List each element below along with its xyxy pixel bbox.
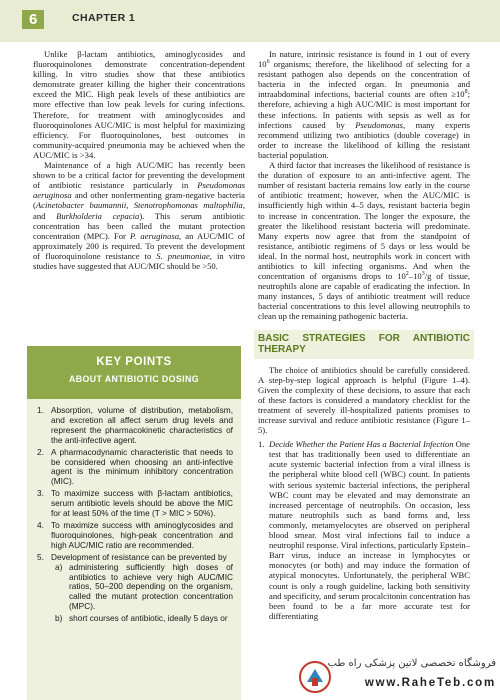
key-points-header [27, 346, 241, 399]
paragraph: In nature, intrinsic resistance is found in 1 out of every $10^6$ organisms; therefore, the likelihood of selecting for a resistant pathogen also depends on the concentration of bacteria in the infected organ. In pneumonia and intraabdominal infections, bacterial counts are often $\ge 10^8$; therefore, achieving a high AUC/MIC is most important for these infections. In patients with sepsis as well as for infections caused by Pseudomonas, many experts recommend utilizing two antibiotics (double coverage) in order to increase the likelihood of killing the resistant bacterial population. [258, 49, 471, 160]
key-points-title: KEY POINTS [96, 356, 172, 368]
page-header [0, 0, 500, 42]
list-item: 1. Absorption, volume of distribution, metabolism, and excretion all affect serum drug levels and represent the pharmacokinetic characteristics of the anti-infective agent. [37, 405, 233, 445]
key-points-subtitle: ABOUT ANTIBIOTIC DOSING [68, 374, 200, 384]
paragraph: The choice of antibiotics should be carefully considered. A step-by-step logical approach is helpful (Figure 1–4). Given the complexity of these decisions, to assure that each of these factors is considered a mandatory checklist for the treatment of severely ill-hospitalized patients promises to increase survival and reduce antibiotic resistance (Figure 1–5). [258, 364, 470, 436]
key-points-box [27, 346, 241, 700]
page-number: 6 [22, 10, 44, 29]
list-item: b) short courses of antibiotic, ideally 5 days or [55, 613, 228, 624]
list-item: 3. To maximize success with β-lactam antibiotics, serum antibiotic levels should be above the MIC for at least 50% of the time (T > MIC > 50%). [37, 488, 233, 519]
section-heading: BASIC STRATEGIES FOR ANTIBIOTIC THERAPY [254, 330, 474, 359]
watermark-persian-text: فروشگاه تخصصی لاتین پزشکی راه طب [327, 658, 496, 669]
watermark [296, 655, 500, 700]
paragraph: Maintenance of a high AUC/MIC has recently been shown to be a critical factor for preventing the development of antibiotic resistance particularly in Pseudomonas aeruginosa and other nonfermenting gram-negative bacteria (Acinetobacter baumannii, Stenotrophomonas maltophilia, and Burkholderia cepacia). This serum antibiotic concentration has been called the mutant protection concentration (MPC). For P. aeruginosa, an AUC/MIC of approximately 200 is required. To prevent the development of fluoroquinolone resistance to S. pneumoniae, in vitro studies have suggested that AUC/MIC should be >50. [33, 160, 245, 271]
right-column [258, 49, 470, 621]
chapter-label: CHAPTER 1 [72, 12, 136, 24]
list-item: 4. To maximize success with aminoglycosides and fluoroquinolones, high-peak concentration and high AUC/MIC ratio are recommended. [37, 519, 233, 550]
list-item: 5. Development of resistance can be prevented by a) administering sufficiently high doses of antibiotics to achieve very high AUC/MIC ratios, 50–200 depending on the organism, called the mutant protection concentration (MPC). b) short courses of antibiotic, ideally 5 days or [37, 551, 233, 624]
paragraph: A third factor that increases the likelihood of resistance is the duration of exposure to an anti-infective agent. The number of resistant bacteria remains low early in the course of antibiotic treatment; however, when the AUC/MIC is insufficiently high within 4–5 days, resistant bacteria begin to increase in concentration. The longer the exposure, the greater the likelihood resistant bacteria will predominate. Many experts now agree that from the standpoint of resistance, antibiotic regimens of 5 days or less would be ideal. In the normal host, neutrophils work in concert with antibiotics to kill infecting organisms. And when the concentration of organisms drops to $10^2-10^3/g$ of tissue, neutrophils alone are capable of eradicating the infection. In many instances, 5 days of antibiotic treatment will reduce bacterial concentrations to this level allowing neutrophils to clean up the remaining pathogenic bacteria. [258, 160, 470, 322]
list-item: 1. Decide Whether the Patient Has a Bacterial Infection One test that has traditionally been used to differentiate an acute systemic bacterial infection from a viral illness is the peripheral white blood cell (WBC) count. In patients with serious systemic bacterial infections, the peripheral WBC count may be elevated and may demonstrate an increased percentage of neutrophils. On occasion, less mature neutrophils such as band forms and, less commonly, metamyelocytes are observed on peripheral blood smear. Most viral infections fail to induce a neutrophil response. Viral infections, particularly Epstein–Barr virus, induce an increase in lymphocytes or monocytes (or both) and may induce the formation of atypical monocytes. Unfortunately, the peripheral WBC count is only a rough guideline, lacking both sensitivity and specificity, and serum procalcitonin concentration has been found to be a far more accurate test for differentiating [258, 439, 470, 621]
watermark-url: www.RaheTeb.com [364, 677, 496, 689]
left-column [33, 49, 245, 271]
step-title: Decide Whether the Patient Has a Bacterial Infection [269, 439, 454, 450]
list-item: 2. A pharmacodynamic characteristic that needs to be considered when choosing an anti-infective agent is the minimum inhibitory concentration (MIC). [37, 446, 233, 487]
key-points-sublist [51, 563, 233, 624]
paragraph: Unlike β-lactam antibiotics, aminoglycosides and fluoroquinolones demonstrate concentration-dependent killing. In vitro studies show that these antibiotics demonstrate greater killing the higher their concentrations exceed the MIC. High peak levels of these antibiotics are more effective than low peak levels for curing infections. Therefore, for treatment with aminoglycosides and fluoroquinolones AUC/MIC is most helpful for maximizing efficiency. For fluoroquinolones, best outcomes in community-acquired pneumonia may be achieved when the AUC/MIC is >34. [33, 49, 245, 160]
list-item: a) administering sufficiently high doses of antibiotics to achieve very high AUC/MIC ratios, 50–200 depending on the organism, called the mutant protection concentration (MPC). [55, 561, 233, 612]
key-points-list [27, 406, 241, 626]
strategy-list [258, 439, 470, 621]
